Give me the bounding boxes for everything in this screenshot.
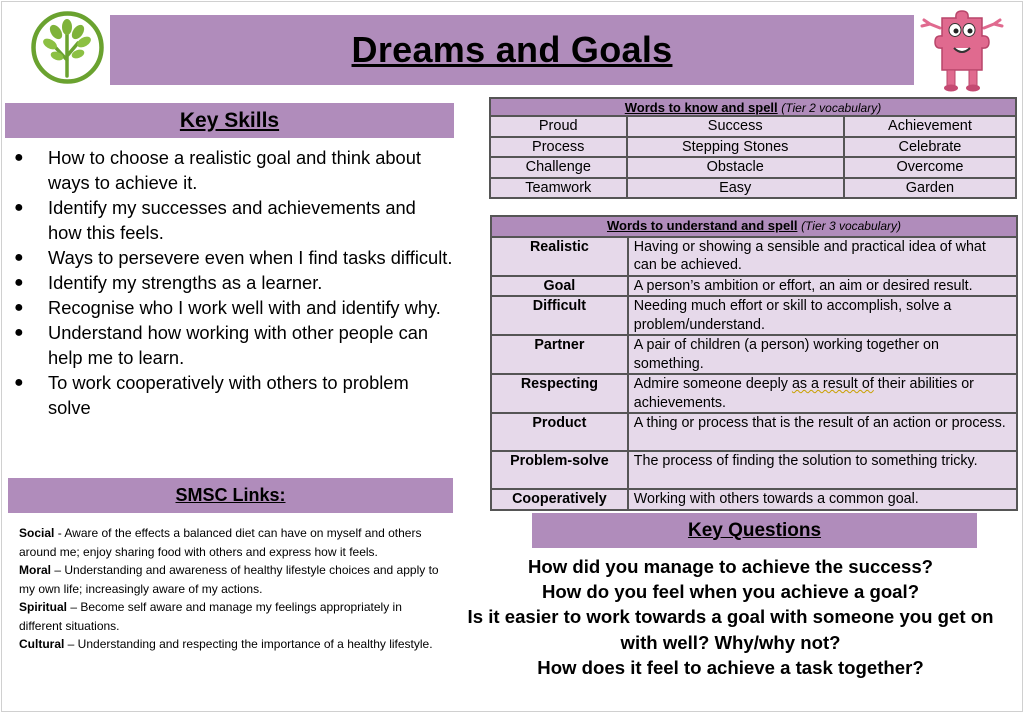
- vocab-word: Cooperatively: [491, 489, 628, 510]
- question-item: How do you feel when you achieve a goal?: [541, 581, 920, 603]
- smsc-spiritual: Spiritual – Become self aware and manage my feelings appropriately in different situations.: [19, 600, 402, 633]
- bullet-icon: ●: [14, 324, 24, 341]
- key-skills-list: [14, 145, 454, 420]
- table-cell: Garden: [844, 178, 1016, 199]
- table-row: [490, 157, 1016, 178]
- table-row: [491, 237, 1017, 276]
- table-row: [490, 137, 1016, 158]
- bullet-icon: ●: [14, 374, 24, 391]
- table-row: [491, 296, 1017, 335]
- vocab-word: Difficult: [491, 296, 628, 335]
- vocab-definition: A thing or process that is the result of an action or process.: [628, 413, 1017, 451]
- vocab-definition: Working with others towards a common goal.: [628, 489, 1017, 510]
- table-row: [490, 116, 1016, 137]
- key-questions-list: [448, 554, 1013, 680]
- list-item: ● Ways to persevere even when I find tasks difficult.: [14, 247, 453, 268]
- vocab-definition: Having or showing a sensible and practical idea of what can be achieved.: [628, 237, 1017, 276]
- smsc-links: [19, 524, 439, 654]
- smsc-social: Social - Aware of the effects a balanced diet can have on myself and others around me; enjoy sharing food with others and express how it feels.: [19, 526, 422, 559]
- table-cell: Stepping Stones: [627, 137, 844, 158]
- list-item: ● How to choose a realistic goal and think about ways to achieve it.: [14, 147, 421, 193]
- table-cell: Easy: [627, 178, 844, 199]
- bullet-icon: ●: [14, 149, 24, 166]
- vocab-word: Goal: [491, 276, 628, 297]
- title-bar: [110, 15, 914, 85]
- key-skills-heading: Key Skills: [5, 103, 454, 138]
- smsc-heading: SMSC Links:: [8, 478, 453, 513]
- table-row: [491, 374, 1017, 413]
- bullet-icon: ●: [14, 199, 24, 216]
- vocab-definition: Needing much effort or skill to accomplish, solve a problem/understand.: [628, 296, 1017, 335]
- table-row: [491, 335, 1017, 374]
- jigsaw-character-icon: [918, 8, 1006, 94]
- table-row: [491, 489, 1017, 510]
- vocab-definition: A person’s ambition or effort, an aim or desired result.: [628, 276, 1017, 297]
- vocab-word: Problem-solve: [491, 451, 628, 489]
- list-item: ● Understand how working with other people can help me to learn.: [14, 322, 429, 368]
- key-questions-heading: Key Questions: [532, 513, 977, 548]
- vocab-definition: The process of finding the solution to something tricky.: [628, 451, 1017, 489]
- list-item: ● Identify my strengths as a learner.: [14, 272, 323, 293]
- smsc-cultural: Cultural – Understanding and respecting the importance of a healthy lifestyle.: [19, 637, 433, 651]
- table-cell: Teamwork: [490, 178, 627, 199]
- table-cell: Challenge: [490, 157, 627, 178]
- table-cell: Proud: [490, 116, 627, 137]
- vocab-definition: Admire someone deeply as a result of their abilities or achievements.: [628, 374, 1017, 413]
- table-cell: Celebrate: [844, 137, 1016, 158]
- bullet-icon: ●: [14, 249, 24, 266]
- table-row: [491, 413, 1017, 451]
- table-cell: Success: [627, 116, 844, 137]
- vocab-word: Respecting: [491, 374, 628, 413]
- vocab-definition: A pair of children (a person) working together on something.: [628, 335, 1017, 374]
- list-item: ● Identify my successes and achievements and how this feels.: [14, 197, 416, 243]
- tree-logo-icon: [30, 10, 105, 85]
- table-cell: Obstacle: [627, 157, 844, 178]
- spelling-mark: as a result of: [791, 376, 874, 392]
- list-item: ● Recognise who I work well with and identify why.: [14, 297, 441, 318]
- vocab-word: Partner: [491, 335, 628, 374]
- table-cell: Process: [490, 137, 627, 158]
- table-caption: Words to understand and spell (Tier 3 vocabulary): [491, 216, 1017, 237]
- table-caption-row: [490, 98, 1016, 116]
- vocab-word: Realistic: [491, 237, 628, 276]
- table-caption-row: [491, 216, 1017, 237]
- list-item: ● To work cooperatively with others to problem solve: [14, 372, 409, 418]
- tier2-vocabulary-table: [489, 97, 1017, 199]
- table-row: [491, 276, 1017, 297]
- table-row: [491, 451, 1017, 489]
- bullet-icon: ●: [14, 274, 24, 291]
- table-row: [490, 178, 1016, 199]
- question-item: How did you manage to achieve the success?: [527, 556, 934, 577]
- vocab-word: Product: [491, 413, 628, 451]
- table-cell: Overcome: [844, 157, 1016, 178]
- table-cell: Achievement: [844, 116, 1016, 137]
- smsc-moral: Moral – Understanding and awareness of healthy lifestyle choices and apply to my own life; increasingly aware of my actions.: [19, 563, 439, 596]
- question-item: Is it easier to work towards a goal with someone you get on with well? Why/why not?: [467, 606, 994, 653]
- page-title: Dreams and Goals: [351, 29, 673, 70]
- bullet-icon: ●: [14, 299, 24, 316]
- question-item: How does it feel to achieve a task together?: [537, 656, 924, 678]
- tier3-vocabulary-table: [490, 215, 1018, 511]
- table-caption: Words to know and spell (Tier 2 vocabulary): [490, 98, 1016, 116]
